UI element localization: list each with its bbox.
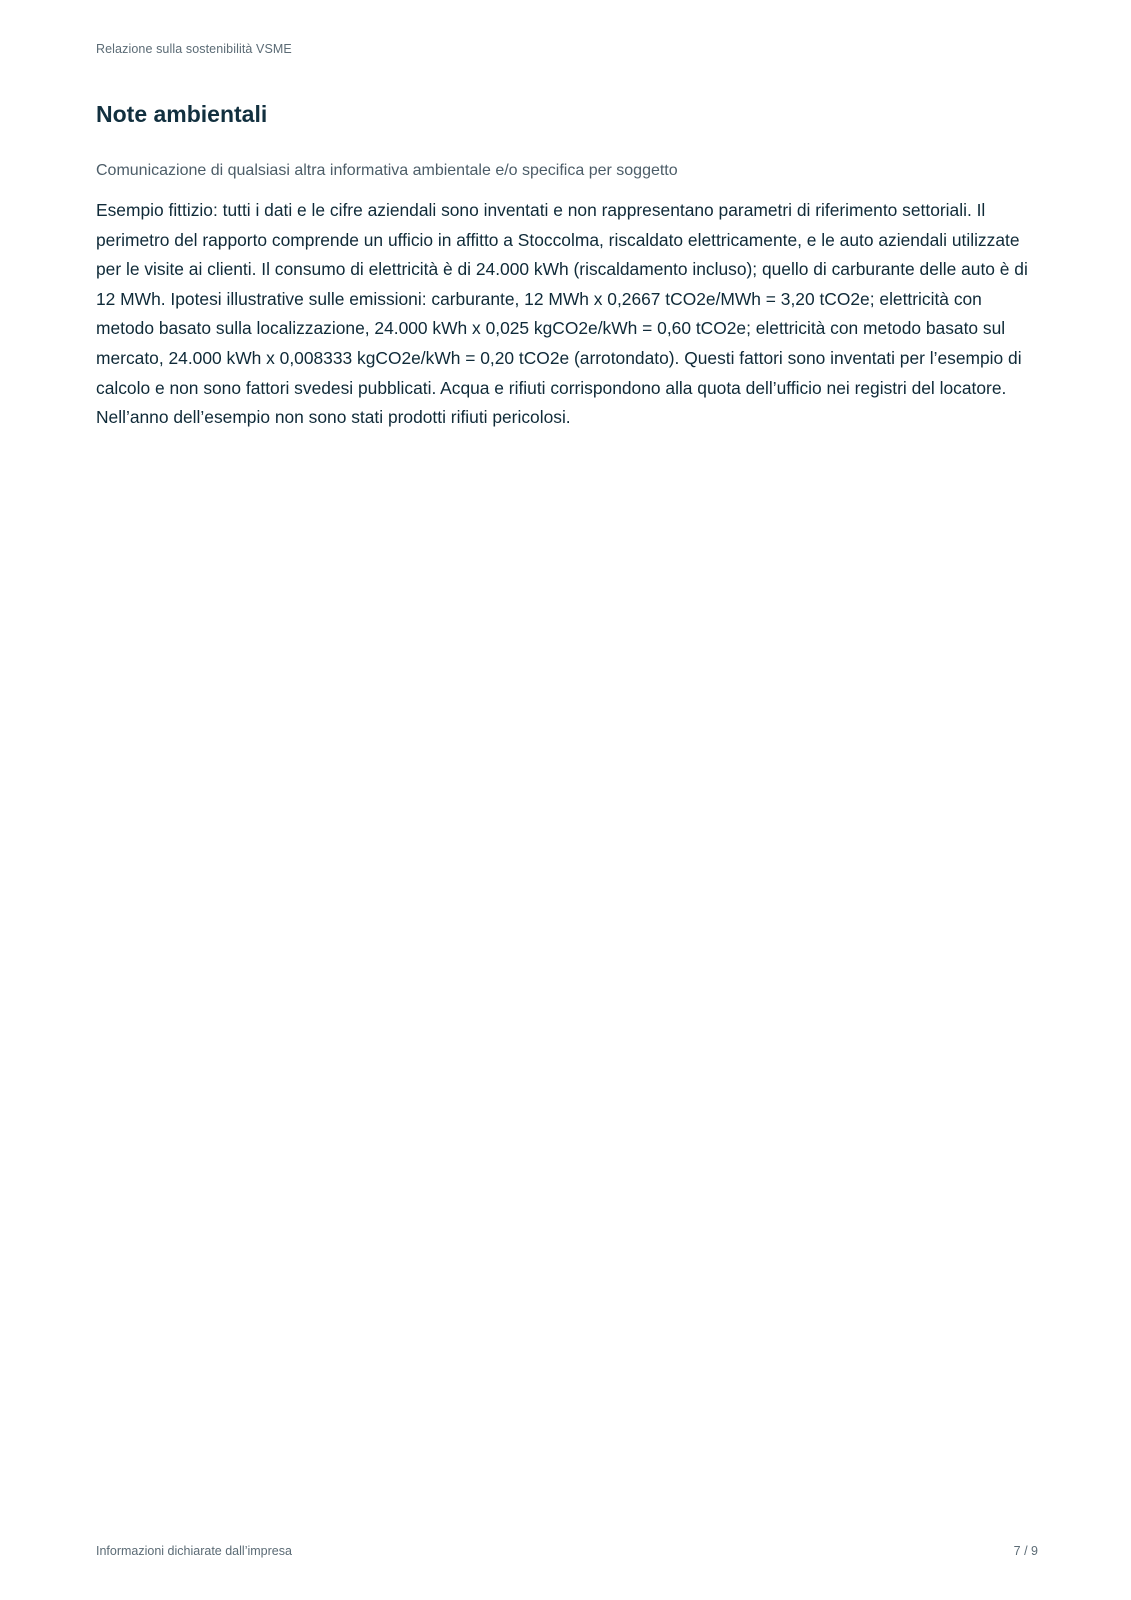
footer-label: Informazioni dichiarate dall’impresa [96, 1544, 292, 1558]
section-body-paragraph: Esempio fittizio: tutti i dati e le cifre aziendali sono inventati e non rappresentano parametri di riferimento settoriali. Il perimetro del rapporto comprende un ufficio in affitto a Stoccolma, riscaldato elettricamente, e le auto aziendali utilizzate per le visite ai clienti. Il consumo di elettricità è di 24.000 kWh (riscaldamento incluso); quello di carburante delle auto è di 12 MWh. Ipotesi illustrative sulle emissioni: carburante, 12 MWh x 0,2667 tCO2e/MWh = 3,20 tCO2e; elettricità con metodo basato sulla localizzazione, 24.000 kWh x 0,025 kgCO2e/kWh = 0,60 tCO2e; elettricità con metodo basato sul mercato, 24.000 kWh x 0,008333 kgCO2e/kWh = 0,20 tCO2e (arrotondato). Questi fattori sono inventati per l’esempio di calcolo e non sono fattori svedesi pubblicati. Acqua e rifiuti corrispondono alla quota dell’ufficio nei registri del locatore. Nell’anno dell’esempio non sono stati prodotti rifiuti pericolosi. [96, 200, 1028, 428]
running-header: Relazione sulla sostenibilità VSME [96, 42, 292, 56]
section-subheading: Comunicazione di qualsiasi altra informativa ambientale e/o specifica per soggetto [96, 162, 678, 179]
section-title: Note ambientali [96, 101, 268, 127]
page-number: 7 / 9 [1013, 1544, 1038, 1558]
